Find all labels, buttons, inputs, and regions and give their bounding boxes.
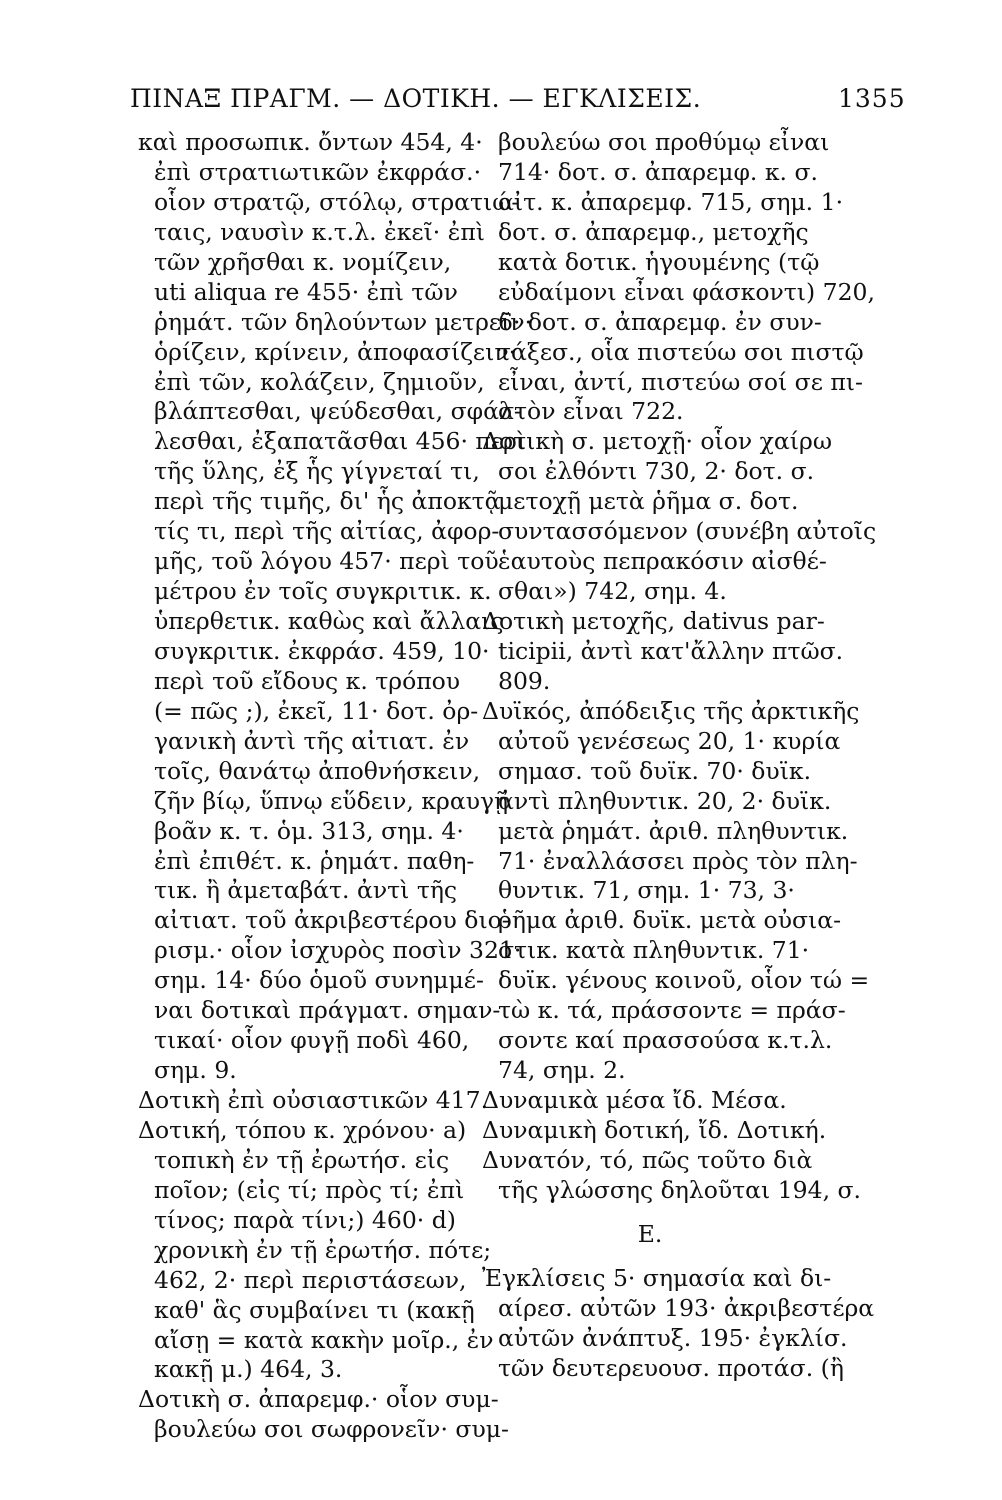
text-line: κατὰ δοτικ. ἡγουμένης (τῷ — [498, 247, 820, 276]
text-line: εὐδαίμονι εἶναι φάσκοντι) 720, — [498, 277, 875, 306]
entry-heading-line: Δυναμικὰ μέσα ἴδ. Μέσα. — [482, 1086, 787, 1114]
text-line: αἰτ. κ. ἀπαρεμφ. 715, σημ. 1· — [498, 187, 844, 216]
text-line: τικ. ἢ ἀμεταβάτ. ἀντὶ τῆς — [154, 876, 458, 905]
text-line: τῆς ὕλης, ἐξ ἧς γίγνεταί τι, — [154, 457, 480, 486]
text-line: τῶν χρῆσθαι κ. νομίζειν, — [154, 247, 452, 276]
text-line: αἰτιατ. τοῦ ἀκριβεστέρου διο- — [154, 906, 510, 935]
text-line: ῥῆμα ἀριθ. δυϊκ. μετὰ οὐσια- — [498, 906, 842, 935]
text-line: δοτ. σ. ἀπαρεμφ., μετοχῆς — [498, 217, 809, 246]
text-line: τοῖς, θανάτῳ ἀποθνήσκειν, — [154, 756, 481, 785]
text-line: στὸν εἶναι 722. — [498, 397, 684, 426]
text-line: ζῆν βίῳ, ὕπνῳ εὕδειν, κραυγῇ — [154, 786, 509, 815]
text-line: δυϊκ. γένους κοινοῦ, οἷον τώ = — [498, 966, 870, 995]
section-letter: Ε. — [637, 1219, 663, 1248]
text-line: ρισμ.· οἷον ἰσχυρὸς ποσὶν 321· — [154, 936, 522, 965]
text-line: θυντικ. 71, σημ. 1· 73, 3· — [498, 876, 795, 905]
text-line: εἶναι, ἀντί, πιστεύω σοί σε πι- — [498, 367, 863, 396]
text-line: τίς τι, περὶ τῆς αἰτίας, ἀφορ- — [154, 517, 500, 546]
text-line: ἐπὶ τῶν, κολάζειν, ζημιοῦν, — [154, 367, 485, 396]
text-line: ἐπὶ ἐπιθέτ. κ. ῥημάτ. παθη- — [154, 846, 475, 875]
entry-heading-line: Δοτικὴ σ. μετοχῇ· οἷον χαίρω — [482, 427, 832, 456]
text-line: σημ. 14· δύο ὁμοῦ συνημμέ- — [154, 966, 484, 995]
text-line: σθαι») 742, σημ. 4. — [498, 577, 727, 606]
text-line: σοντε καί πρασσούσα κ.τ.λ. — [498, 1026, 833, 1055]
text-line: ἐπὶ στρατιωτικῶν ἐκφράσ.· — [154, 157, 482, 186]
text-line: βουλεύω σοι σωφρονεῖν· συμ- — [154, 1415, 509, 1444]
text-line: κακῇ μ.) 464, 3. — [154, 1355, 343, 1384]
right-column — [482, 128, 877, 1383]
text-line: στικ. κατὰ πληθυντικ. 71· — [498, 936, 810, 965]
text-line: αἴσῃ = κατὰ κακὴν μοῖρ., ἐν — [154, 1325, 494, 1354]
running-head-title: ΠΙΝΑΞ ΠΡΑΓΜ. — ΔΟΤΙΚΗ. — ΕΓΚΛΙΣΕΙΣ. — [130, 84, 702, 113]
text-line: αίρεσ. αὐτῶν 193· ἀκριβεστέρα — [498, 1293, 875, 1322]
text-line: (= πῶς ;), ἐκεῖ, 11· δοτ. ὀρ- — [154, 696, 479, 725]
text-line: μέτρου ἐν τοῖς συγκριτικ. κ. — [154, 577, 492, 606]
text-line: τικαί· οἷον φυγῇ ποδὶ 460, — [154, 1026, 470, 1055]
text-line: αὐτοῦ γενέσεως 20, 1· κυρία — [498, 726, 841, 755]
text-line: uti aliqua re 455· ἐπὶ τῶν — [154, 277, 458, 306]
text-line: 6· δοτ. σ. ἀπαρεμφ. ἐν συν- — [498, 307, 822, 336]
text-line: ticipii, ἀντὶ κατ'ἄλλην πτῶσ. — [498, 636, 844, 665]
entry-heading-line: Δοτικὴ σ. ἀπαρεμφ.· οἷον συμ- — [138, 1385, 499, 1414]
entry-heading-line: Δυνατόν, τό, πῶς τοῦτο διὰ — [482, 1145, 813, 1174]
text-line: καθ' ἃς συμβαίνει τι (κακῇ — [154, 1295, 475, 1324]
text-line: γανικὴ ἀντὶ τῆς αἰτιατ. ἐν — [154, 726, 470, 755]
entry-heading-line: Δοτικὴ μετοχῆς, dativus par- — [482, 607, 825, 635]
entry-heading-line: Δοτικὴ ἐπὶ οὐσιαστικῶν 417. — [138, 1086, 489, 1114]
text-line: ὁρίζειν, κρίνειν, ἀποφασίζειν· — [154, 337, 517, 366]
text-line: 714· δοτ. σ. ἀπαρεμφ. κ. σ. — [498, 157, 818, 186]
text-line: ἀντὶ πληθυντικ. 20, 2· δυϊκ. — [498, 786, 832, 815]
text-line: ῥημάτ. τῶν δηλούντων μετρεῖν· — [154, 307, 533, 336]
text-line: 462, 2· περὶ περιστάσεων, — [154, 1265, 467, 1294]
text-line: ὑπερθετικ. καθὼς καὶ ἄλλαις — [154, 607, 504, 635]
text-line: τῶν δευτερευουσ. προτάσ. (ἢ — [498, 1353, 844, 1382]
page-number: 1355 — [838, 84, 906, 113]
text-line: 71· ἐναλλάσσει πρὸς τὸν πλη- — [498, 846, 858, 875]
text-line: περὶ τῆς τιμῆς, δι' ἧς ἀποκτᾷ — [154, 487, 501, 516]
text-line: τοπικὴ ἐν τῇ ἐρωτήσ. εἰς — [154, 1145, 450, 1174]
text-line: συγκριτικ. ἐκφράσ. 459, 10· — [154, 636, 490, 665]
entry-heading-line: Ἐγκλίσεις 5· σημασία καὶ δι- — [482, 1263, 832, 1292]
text-line: σοι ἐλθόντι 730, 2· δοτ. σ. — [498, 457, 815, 486]
text-line: βοᾶν κ. τ. ὁμ. 313, σημ. 4· — [154, 816, 464, 845]
text-line: οἷον στρατῷ, στόλῳ, στρατιώ- — [154, 187, 520, 216]
text-line: περὶ τοῦ εἴδους κ. τρόπου — [154, 666, 461, 695]
text-line: τῆς γλώσσης δηλοῦται 194, σ. — [498, 1175, 862, 1204]
text-line: τὼ κ. τά, πράσσοντε = πράσ- — [498, 996, 846, 1025]
text-line: καὶ προσωπικ. ὄντων 454, 4· — [138, 128, 483, 156]
text-line: ἑαυτοὺς πεπρακόσιν αἰσθέ- — [498, 547, 827, 576]
text-line: μετοχῇ μετὰ ῥῆμα σ. δοτ. — [498, 487, 799, 516]
entry-heading-line: Δοτική, τόπου κ. χρόνου· a) — [138, 1115, 467, 1144]
text-line: ποῖον; (εἰς τί; πρὸς τί; ἐπὶ — [154, 1175, 465, 1204]
text-line: λεσθαι, ἐξαπατᾶσθαι 456· περὶ — [154, 427, 527, 456]
text-line: τάξεσ., οἷα πιστεύω σοι πιστῷ — [498, 337, 864, 366]
text-line: 74, σημ. 2. — [498, 1056, 626, 1085]
text-line: βουλεύω σοι προθύμῳ εἶναι — [498, 128, 830, 156]
text-line: ταις, ναυσὶν κ.τ.λ. ἐκεῖ· ἐπὶ — [154, 217, 485, 246]
entry-heading-line: Δυϊκός, ἀπόδειξις τῆς ἀρκτικῆς — [482, 696, 860, 725]
text-line: σημασ. τοῦ δυϊκ. 70· δυϊκ. — [498, 756, 812, 785]
text-line: σημ. 9. — [154, 1056, 237, 1085]
text-line: βλάπτεσθαι, ψεύδεσθαι, σφάλ- — [154, 397, 522, 426]
text-line: ναι δοτικαὶ πράγματ. σημαν- — [154, 996, 501, 1025]
text-line: συντασσόμενον (συνέβη αὐτοῖς — [498, 517, 877, 546]
text-line: μετὰ ῥημάτ. ἀριθ. πληθυντικ. — [498, 816, 849, 845]
text-line: χρονικὴ ἐν τῇ ἐρωτήσ. πότε; — [154, 1235, 492, 1264]
entry-heading-line: Δυναμικὴ δοτική, ἴδ. Δοτική. — [482, 1115, 827, 1144]
text-line: τίνος; παρὰ τίνι;) 460· d) — [154, 1205, 456, 1234]
text-line: αὐτῶν ἀνάπτυξ. 195· ἐγκλίσ. — [498, 1323, 848, 1352]
text-line: 809. — [498, 666, 551, 695]
text-line: μῆς, τοῦ λόγου 457· περὶ τοῦ — [154, 547, 499, 576]
